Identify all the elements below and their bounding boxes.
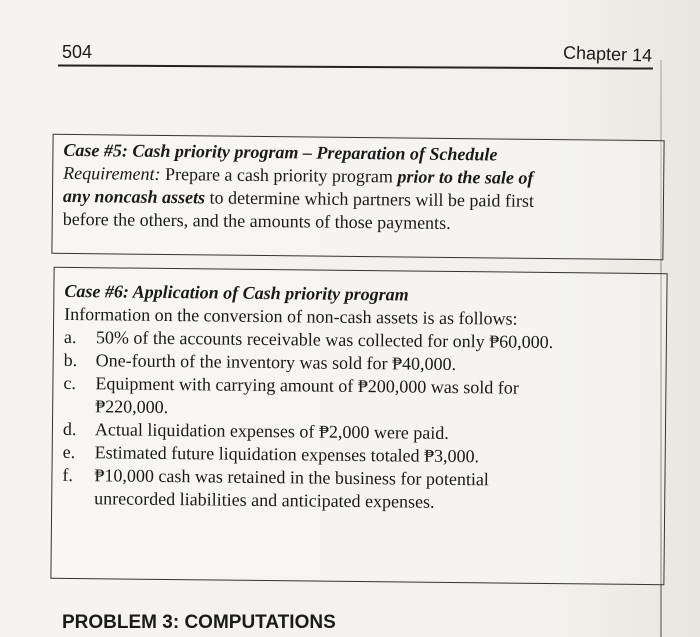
item-text-cont: ₱220,000.: [95, 396, 169, 418]
item-letter: a.: [63, 326, 77, 348]
item-text: ₱10,000 cash was retained in the business for potential: [94, 465, 489, 490]
case5-box: [51, 134, 664, 260]
item-letter: d.: [62, 418, 77, 440]
list-item: [53, 372, 665, 424]
item-letter: c.: [63, 372, 77, 394]
case5-line2-text: to determine which partners will be paid first: [209, 187, 535, 211]
item-text-cont: unrecorded liabilities and anticipated expenses.: [94, 488, 435, 512]
conversion-list: [52, 326, 666, 516]
list-item: [52, 464, 664, 516]
case5-line1-text: Prepare a cash priority program: [164, 163, 394, 187]
case6-intro: Information on the conversion of non-cash assets is as follows:: [64, 303, 518, 329]
case5-title: Case #5: Cash priority program – Preparation of Schedule: [63, 139, 498, 165]
item-letter: b.: [63, 349, 78, 371]
requirement-label: Requirement:: [63, 162, 161, 184]
item-letter: f.: [62, 464, 74, 486]
problem-heading: PROBLEM 3: COMPUTATIONS: [62, 612, 336, 633]
case5-line3: before the others, and the amounts of those payments.: [62, 208, 451, 233]
page-number: 504: [62, 42, 93, 62]
chapter-label: Chapter 14: [562, 42, 653, 66]
case5-line2-emphasis: any noncash assets: [62, 185, 206, 208]
item-text: One-fourth of the inventory was sold for ₱40,000.: [95, 350, 457, 375]
case6-title: Case #6: Application of Cash priority program: [64, 280, 409, 305]
item-text: 50% of the accounts receivable was collected for only ₱60,000.: [95, 327, 554, 353]
case6-box: [50, 267, 667, 585]
item-text: Actual liquidation expenses of ₱2,000 were paid.: [94, 419, 449, 443]
item-text: Equipment with carrying amount of ₱200,000 was sold for: [95, 373, 519, 398]
item-letter: e.: [62, 441, 76, 463]
item-text: Estimated future liquidation expenses totaled ₱3,000.: [94, 442, 480, 467]
case5-line1-emphasis: prior to the sale of: [397, 166, 534, 188]
